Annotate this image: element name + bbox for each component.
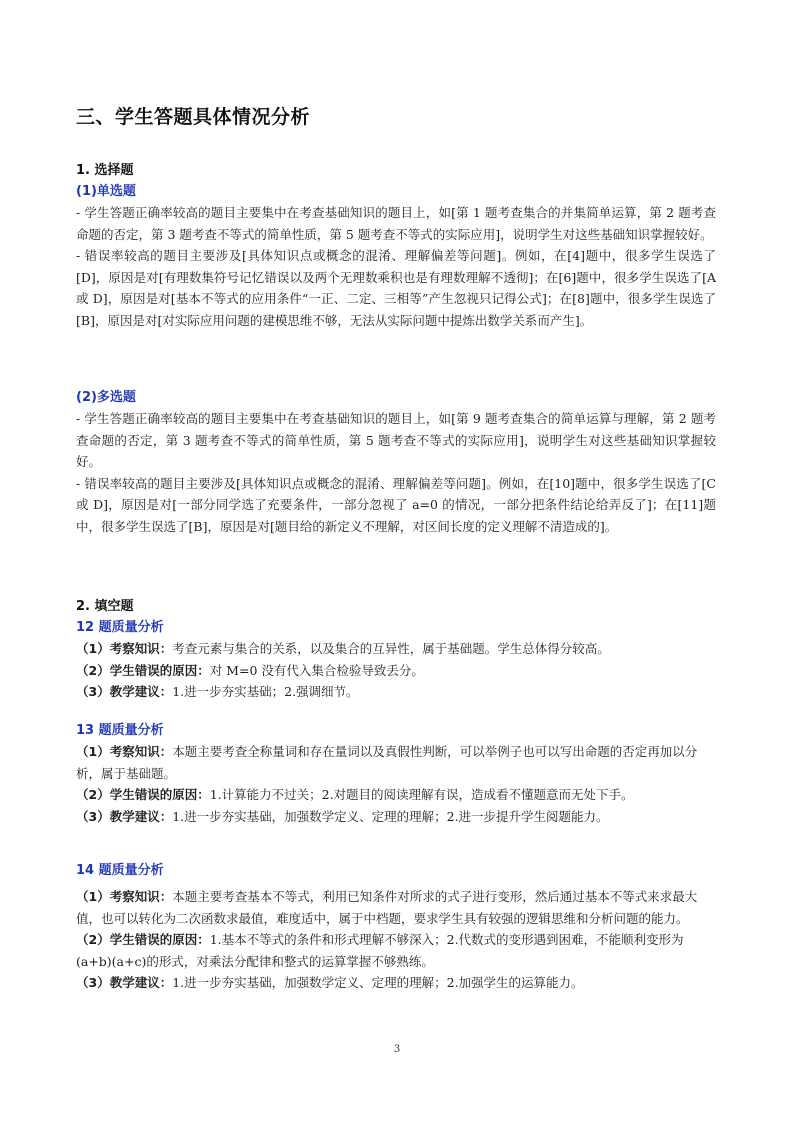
q12-advice-label: （3）教学建议： (76, 684, 173, 699)
q14-advice-label: （3）教学建议： (76, 975, 173, 990)
q12-error-reason (76, 660, 716, 682)
q13-error-text: 1.计算能力不过关；2.对题目的阅读理解有误，造成看不懂题意而无处下手。 (209, 787, 634, 802)
multi-choice-para-1: - 学生答题正确率较高的题目主要集中在考查基础知识的题目上，如[第 9 题考查集合的简单运算与理解，第 2 题考查命题的否定，第 3 题考查不等式的简单性质，第 5 题考查不等式的实际应用]，说明学生对这些基础知识掌握较好。 (76, 411, 716, 469)
q12-teaching-advice (76, 681, 716, 703)
q12-knowledge-label: （1）考察知识： (76, 641, 173, 656)
q13-knowledge-label: （1）考察知识： (76, 744, 173, 759)
page-number: 3 (393, 1044, 401, 1055)
single-choice-para-1: - 学生答题正确率较高的题目主要集中在考查基础知识的题目上，如[第 1 题考查集合的并集简单运算，第 2 题考查命题的否定，第 3 题考查不等式的简单性质，第 5 题考查不等式的实际应用]，说明学生对这些基础知识掌握较好。 (76, 205, 716, 242)
q14-heading: 14 题质量分析 (76, 863, 164, 878)
choice-questions-title: 1. 选择题 (76, 163, 134, 178)
multi-choice-section (76, 387, 716, 537)
q12-knowledge (76, 638, 716, 660)
q14-error-reason (76, 929, 716, 972)
single-choice-para-2: - 错误率较高的题目主要涉及[具体知识点或概念的混淆、理解偏差等问题]。例如，在[4]题中，很多学生误选了[D]，原因是对[有理数集符号记忆错误以及两个无理数乘积也是有理数理解不透彻]；在[6]题中，很多学生误选了[A 或 D]，原因是对[基本不等式的应用条件“一正、二定、三相等”产生忽视只记得公式]；在[8]题中，很多学生误选了[B]，原因是对[对实际应用问题的建模思维不够，无法从实际问题中提炼出数学关系而产生]。 (76, 248, 716, 328)
q12-error-text: 对 M=0 没有代入集合检验导致丢分。 (209, 662, 424, 678)
q13-error-reason (76, 784, 716, 806)
q13-advice-label: （3）教学建议： (76, 808, 173, 824)
q13-section (76, 720, 716, 827)
q14-knowledge-label: （1）考察知识： (76, 889, 173, 904)
fill-blank-section (76, 596, 716, 703)
q14-teaching-advice (76, 972, 716, 994)
q13-knowledge-text: 本题主要考查全称量词和存在量词以及真假性判断，可以举例子也可以写出命题的否定再加以分析，属于基础题。 (76, 744, 698, 781)
q14-error-label: （2）学生错误的原因： (76, 932, 210, 947)
q14-knowledge (76, 886, 716, 929)
q13-error-label: （2）学生错误的原因： (76, 787, 210, 802)
q12-heading: 12 题质量分析 (76, 620, 164, 635)
q13-teaching-advice (76, 806, 716, 828)
q12-error-label: （2）学生错误的原因： (76, 662, 210, 678)
q13-advice-text: 1.进一步夯实基础，加强数学定义、定理的理解；2.进一步提升学生阅题能力。 (172, 808, 609, 824)
q14-knowledge-text: 本题主要考查基本不等式，利用已知条件对所求的式子进行变形，然后通过基本不等式来求最大值，也可以转化为二次函数求最值，难度适中，属于中档题，要求学生具有较强的逻辑思维和分析问题的能力。 (76, 889, 698, 926)
q13-knowledge (76, 741, 716, 784)
q14-advice-text: 1.进一步夯实基础，加强数学定义、定理的理解；2.加强学生的运算能力。 (172, 975, 584, 990)
q13-heading: 13 题质量分析 (76, 723, 164, 738)
fill-blank-title: 2. 填空题 (76, 599, 134, 614)
q12-knowledge-text: 考查元素与集合的关系，以及集合的互异性，属于基础题。学生总体得分较高。 (172, 641, 610, 656)
multi-choice-para-2: - 错误率较高的题目主要涉及[具体知识点或概念的混淆、理解偏差等问题]。例如，在[10]题中，很多学生误选了[C 或 D]，原因是对[一部分同学选了充要条件，一部分忽视了 a=0 的情况，一部分把条件结论给弄反了]；在[11]题中，很多学生误选了[B]，原因是对[题目给的新定义不理解，对区间长度的定义理解不清造成的]。 (76, 475, 716, 534)
section-title: 三、学生答题具体情况分析 (76, 106, 311, 128)
single-choice-heading: (1)单选题 (76, 184, 136, 199)
q14-section (76, 860, 716, 994)
q14-error-text: 1.基本不等式的条件和形式理解不够深入；2.代数式的变形遇到困难，不能顺利变形为(a+b)(a+c)的形式，对乘法分配律和整式的运算掌握不够熟练。 (76, 932, 684, 969)
choice-questions-section (76, 160, 716, 331)
q12-advice-text: 1.进一步夯实基础；2.强调细节。 (172, 684, 359, 699)
multi-choice-heading: (2)多选题 (76, 390, 136, 405)
